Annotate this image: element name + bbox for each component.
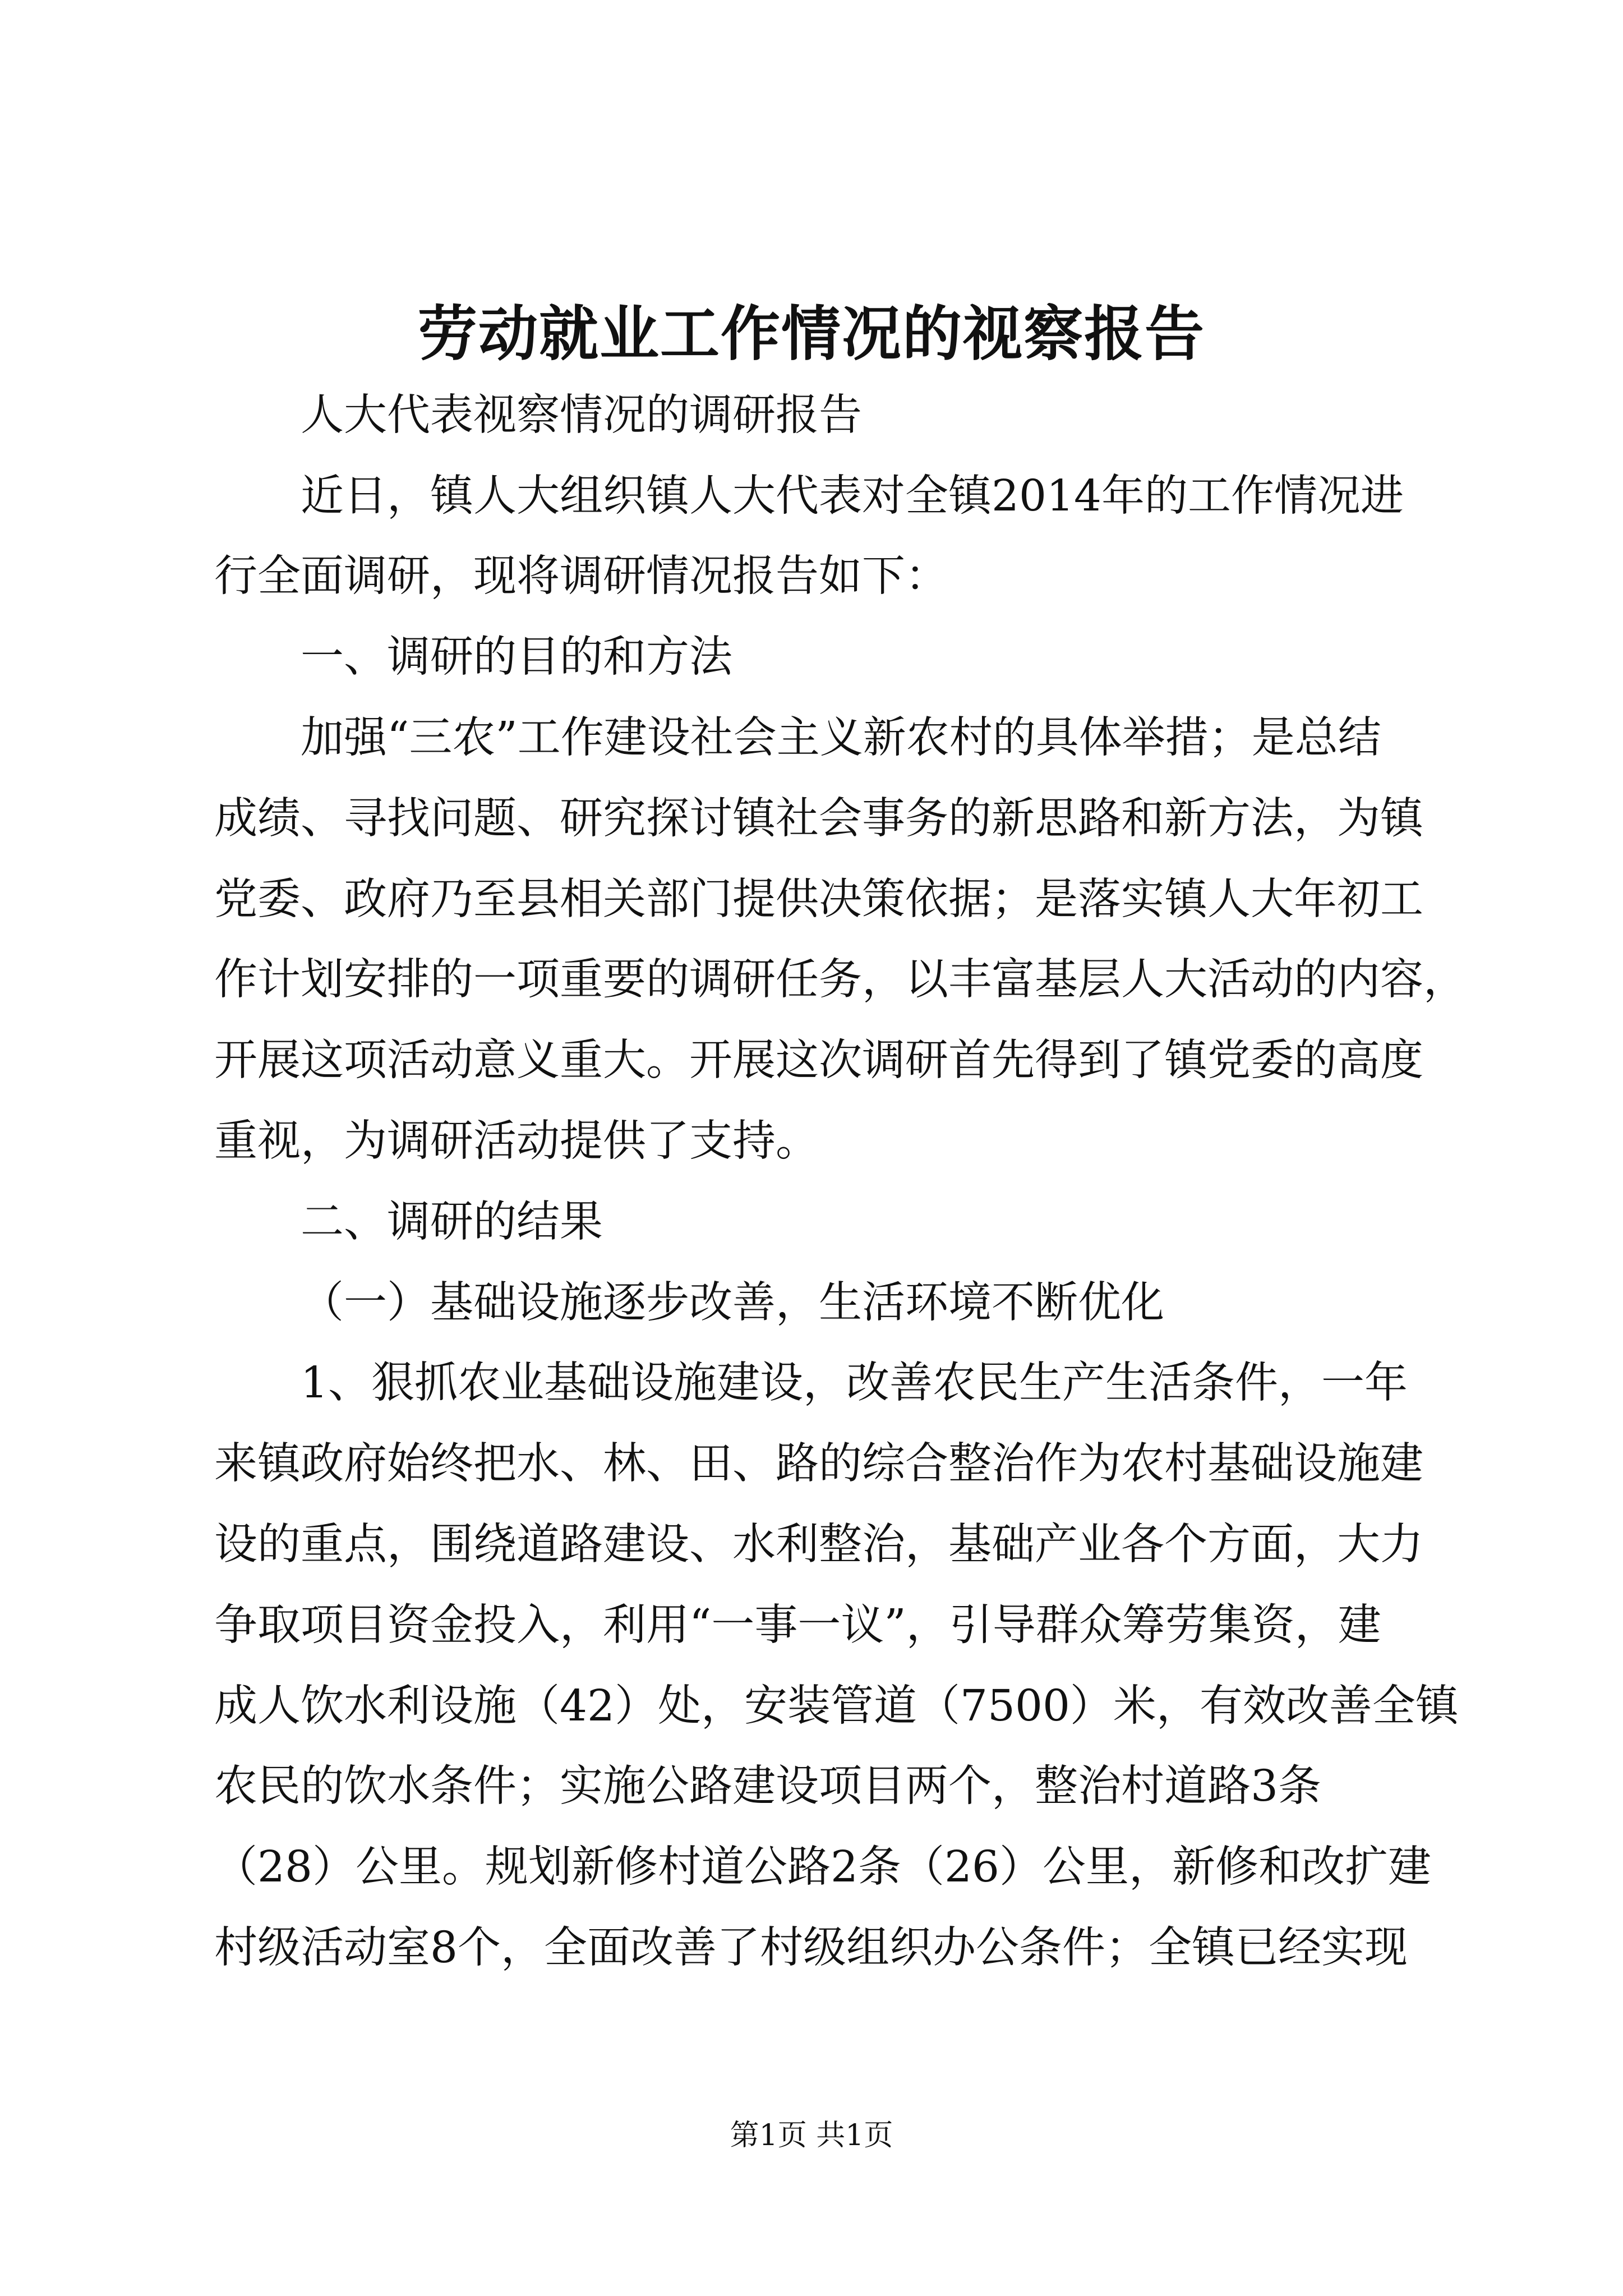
body-line: 农民的饮水条件；实施公路建设项目两个，整治村道路3条: [214, 1761, 1321, 1811]
body-line: 开展这项活动意义重大。开展这次调研首先得到了镇党委的高度: [214, 1036, 1423, 1085]
body-line: 党委、政府乃至县相关部门提供决策依据；是落实镇人大年初工: [214, 875, 1423, 924]
section-heading: 二、调研的结果: [301, 1197, 603, 1247]
subsection-heading: （一）基础设施逐步改善，生活环境不断优化: [301, 1278, 1164, 1328]
page-footer: 第1页 共1页: [730, 2119, 893, 2152]
body-line: 行全面调研，现将调研情况报告如下：: [214, 551, 948, 601]
body-line: （28）公里。规划新修村道公路2条（26）公里，新修和改扩建: [214, 1842, 1431, 1892]
body-line: 作计划安排的一项重要的调研任务，以丰富基层人大活动的内容，: [214, 955, 1467, 1005]
body-line: 重视，为调研活动提供了支持。: [214, 1116, 819, 1166]
body-line: 成人饮水利设施（42）处，安装管道（7500）米，有效改善全镇: [214, 1681, 1459, 1731]
body-line: 争取项目资金投入，利用“一事一议”，引导群众筹劳集资，建: [214, 1600, 1381, 1650]
document-title: 劳动就业工作情况的视察报告: [418, 298, 1205, 369]
body-line: 设的重点，围绕道路建设、水利整治，基础产业各个方面，大力: [214, 1520, 1423, 1570]
body-line: 村级活动室8个，全面改善了村级组织办公条件；全镇已经实现: [214, 1923, 1408, 1973]
body-line: 1、狠抓农业基础设施建设，改善农民生产生活条件，一年: [301, 1358, 1408, 1408]
section-heading: 一、调研的目的和方法: [301, 632, 732, 682]
body-line: 来镇政府始终把水、林、田、路的综合整治作为农村基础设施建: [214, 1439, 1423, 1489]
body-line: 人大代表视察情况的调研报告: [301, 390, 862, 440]
body-line: 近日，镇人大组织镇人大代表对全镇2014年的工作情况进: [301, 471, 1404, 521]
body-line: 加强“三农”工作建设社会主义新农村的具体举措；是总结: [301, 713, 1381, 763]
body-line: 成绩、寻找问题、研究探讨镇社会事务的新思路和新方法，为镇: [214, 794, 1423, 844]
